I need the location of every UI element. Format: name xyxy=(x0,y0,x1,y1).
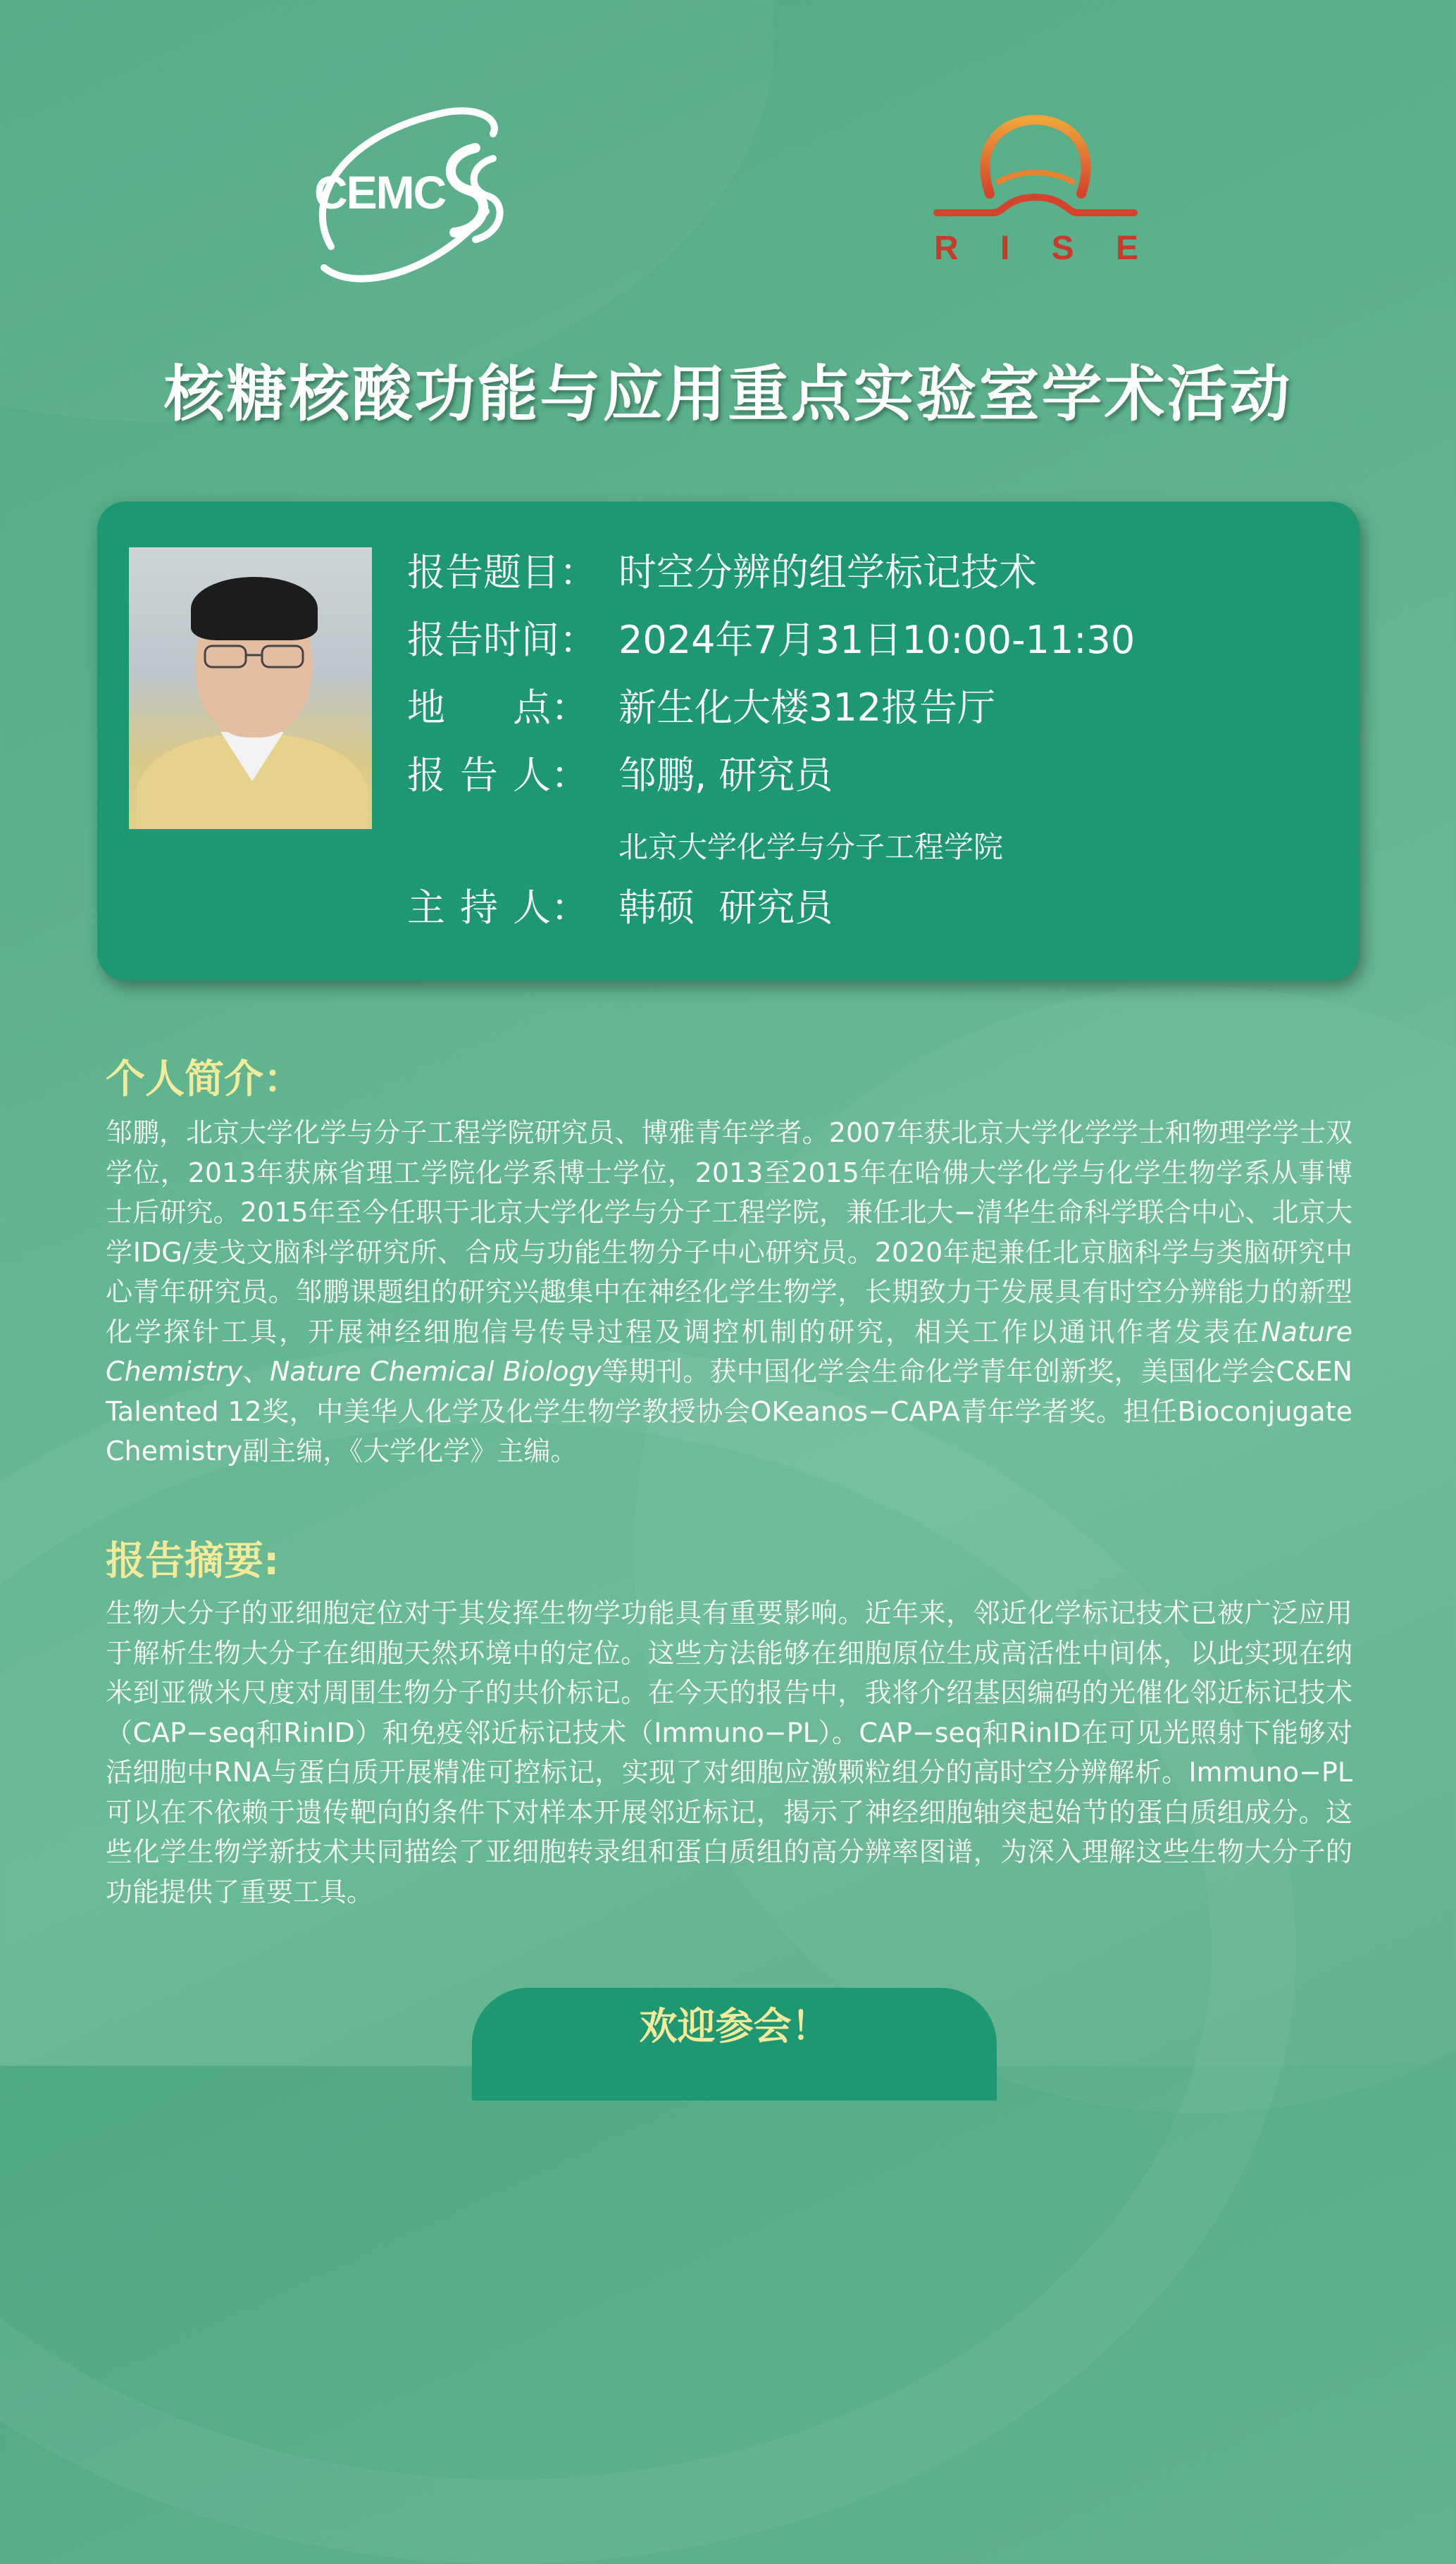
time-value: 2024年7月31日10:00-11:30 xyxy=(618,618,1135,662)
speaker-affiliation: 北京大学化学与分子工程学院 xyxy=(618,830,1004,864)
rise-letter: R xyxy=(934,230,959,267)
abstract-text: 生物大分子的亚细胞定位对于其发挥生物学功能具有重要影响。近年来，邻近化学标记技术已被广泛应用于解析生物大分子在细胞天然环境中的定位。这些方法能够在细胞原位生成高活性中间体，以此实现在纳米到亚微米尺度对周围生物分子的共价标记。在今天的报告中，我将介绍基因编码的光催化邻近标记技术（CAP−seq和RinID）和免疫邻近标记技术（Immuno−PL）。CAP−seq和RinID在可见光照射下能够对活细胞中RNA与蛋白质开展精准可控标记，实现了对细胞应激颗粒组分的高时空分辨解析。Immuno−PL可以在不依赖于遗传靶向的条件下对样本开展邻近标记，揭示了神经细胞轴突起始节的蛋白质组成分。这些化学生物学新技术共同描绘了亚细胞转录组和蛋白质组的高分辨率图谱，为深入理解这些生物大分子的功能提供了重要工具。 xyxy=(106,1598,1352,1908)
topic-label: 报告题目： xyxy=(407,550,597,595)
place-row xyxy=(407,678,1135,745)
host-row xyxy=(407,878,1135,945)
cemc-logo-text: CEMC xyxy=(314,166,446,218)
rise-letter: E xyxy=(1115,230,1138,267)
cemc-logo xyxy=(303,106,514,296)
place-value: 新生化大楼312报告厅 xyxy=(618,685,996,730)
abstract-heading: 报告摘要: xyxy=(106,1538,280,1584)
time-label: 报告时间： xyxy=(407,618,597,662)
event-details xyxy=(407,542,1135,945)
time-row xyxy=(407,610,1135,678)
speaker-row xyxy=(407,745,1135,813)
page-title: 核糖核酸功能与应用重点实验室学术活动 xyxy=(163,359,1293,430)
background-swoosh xyxy=(0,1338,1296,2564)
rise-letter: S xyxy=(1051,230,1074,267)
bio-heading: 个人简介： xyxy=(106,1057,303,1102)
journal-name: Nature Chemistry xyxy=(106,1316,1352,1387)
speaker-label: 报 告 人： xyxy=(407,753,589,797)
rise-logo-text xyxy=(934,229,1138,268)
rise-logo xyxy=(930,113,1141,275)
welcome-banner: 欢迎参会！ xyxy=(472,1988,997,2101)
speaker-value: 邹鹏, 研究员 xyxy=(618,753,833,797)
event-info-card xyxy=(97,502,1359,981)
place-label: 地 点： xyxy=(407,685,589,730)
topic-value: 时空分辨的组学标记技术 xyxy=(618,550,1037,595)
topic-row xyxy=(407,542,1135,610)
journal-name: Nature Chemical Biology xyxy=(269,1356,602,1387)
host-label: 主 持 人： xyxy=(407,885,589,930)
host-value: 韩硕 研究员 xyxy=(618,885,833,930)
rise-letter: I xyxy=(1000,230,1010,267)
bio-text: 邹鹏，北京大学化学与分子工程学院研究员、博雅青年学者。2007年获北京大学化学学士和物理学学士双学位，2013年获麻省理工学院化学系博士学位，2013至2015年在哈佛大学化学与化学生物学系从事博士后研究。2015年至今任职于北京大学化学与分子工程学院，兼任北大−清华生命科学联合中心、北京大学IDG/麦戈文脑科学研究所、合成与功能生物分子中心研究员。2020年起兼任北京脑科学与类脑研究中心青年研究员。邹鹏课题组的研究兴趣集中在神经化学生物学，长期致力于发展具有时空分辨能力的新型化学探针工具，开展神经细胞信号传导过程及调控机制的研究，相关工作以通讯作者发表在Nature Chemistry、Nature Chemical Biology等期刊。获中国化学会生命化学青年创新奖，美国化学会C&EN Talented 12奖，中美华人化学及化学生物学教授协会OKeanos−CAPA青年学者奖。担任Bioconjugate Chemistry副主编，《大学化学》主编。 xyxy=(106,1117,1352,1467)
speaker-photo xyxy=(129,547,372,829)
